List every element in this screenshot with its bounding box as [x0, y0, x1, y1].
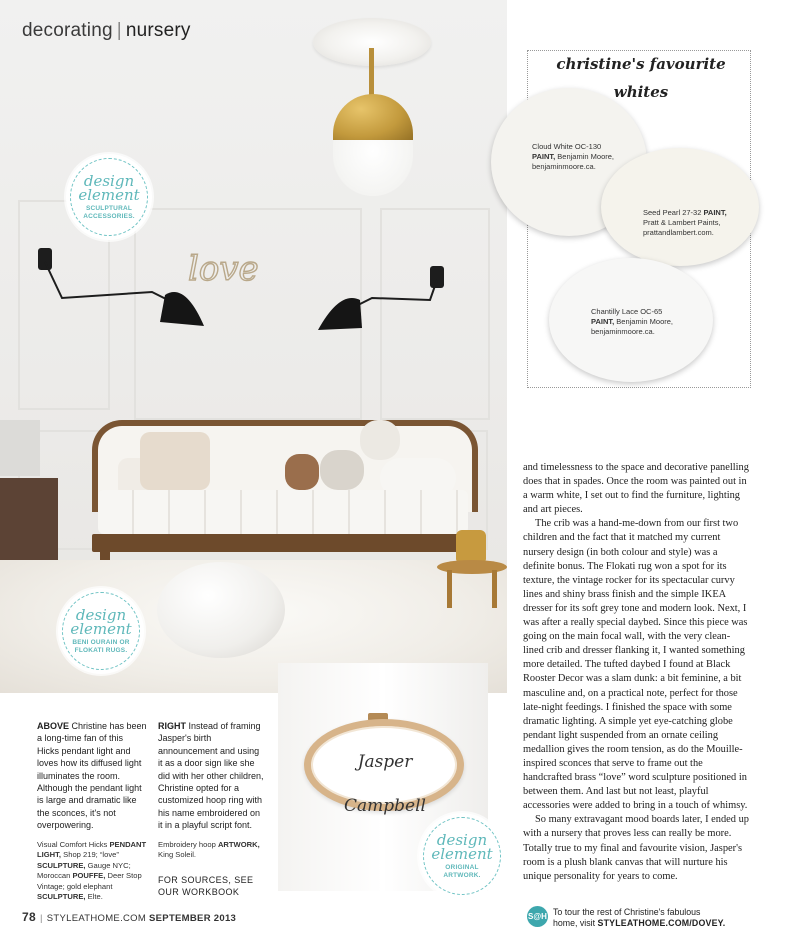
sconce-shade-right	[318, 298, 362, 330]
section-name: decorating	[22, 20, 113, 41]
caption-body: Instead of framing Jasper's birth announcement and using it as a door sign like she did with her other children, Christine opted for a customized hoop ring with his name embroidered on it in a playful script font.	[158, 721, 264, 831]
swatch-name: Seed Pearl 27-32	[643, 208, 702, 217]
credit-text: Shop 219; “love”	[61, 850, 119, 860]
caption-right	[158, 720, 266, 861]
swatch-name: Cloud White OC-130	[532, 142, 602, 151]
design-element-badge	[419, 813, 505, 899]
badge-subtitle: ORIGINAL ARTWORK.	[443, 863, 481, 879]
page-number: 78	[22, 910, 36, 924]
tour-note	[553, 907, 725, 928]
badge-title: element	[70, 619, 132, 638]
credit-text: Visual Comfort Hicks	[37, 839, 110, 849]
swatch-brand: Benjamin Moore,	[557, 152, 614, 161]
credit-bold: PENDANT LIGHT,	[37, 839, 147, 860]
credit-text: King Soleil.	[158, 850, 196, 860]
favourite-whites-title: christine's favourite whites	[556, 55, 726, 101]
stuffed-toy	[320, 450, 364, 490]
section-topic: nursery	[125, 20, 191, 41]
sconce-mount-left	[38, 248, 52, 270]
swatch-type: PAINT,	[703, 208, 727, 217]
badge-subtitle: SCULPTURAL ACCESSORIES.	[83, 204, 135, 220]
page-folio	[22, 910, 236, 924]
hoop-embroidered-name	[314, 740, 456, 828]
swatch-site: prattandlambert.com.	[643, 228, 714, 237]
caption-above-credit	[37, 840, 147, 903]
badge-title: element	[431, 844, 493, 863]
swatch-site: benjaminmoore.ca.	[532, 162, 596, 171]
changing-basket	[0, 420, 40, 476]
credit-bold: SCULPTURE,	[37, 860, 86, 870]
article-body	[523, 461, 749, 884]
swatch-label	[643, 208, 753, 238]
badge-title: design	[436, 830, 488, 849]
folio-divider: |	[39, 913, 43, 924]
sconce-mount-right	[430, 266, 444, 288]
swatch-type: PAINT,	[532, 152, 556, 161]
gold-elephant-sculpture	[456, 530, 486, 562]
badge-title: design	[83, 171, 135, 190]
credit-bold: SCULPTURE,	[37, 892, 86, 902]
credit-text: Gauge NYC; Moroccan	[37, 860, 131, 881]
credit-bold: POUFFE,	[72, 871, 106, 881]
caption-above	[37, 720, 147, 903]
tour-line-2	[553, 918, 725, 929]
swatch-brand: Benjamin Moore,	[616, 317, 673, 326]
swatch-seed-pearl	[601, 148, 759, 266]
sources-line: FOR SOURCES, SEE	[158, 875, 254, 885]
teddy-bear	[285, 454, 319, 490]
folio-issue: SEPTEMBER 2013	[149, 913, 237, 924]
swatch-brand: Pratt & Lambert Paints,	[643, 218, 721, 227]
sources-note	[158, 875, 253, 898]
sources-line: OUR WORKBOOK	[158, 886, 240, 897]
caption-lead: ABOVE	[37, 721, 70, 731]
badge-title: design	[75, 605, 127, 624]
caption-lead: RIGHT	[158, 721, 186, 731]
design-element-badge	[66, 154, 152, 240]
swatch-label	[591, 307, 701, 337]
body-paragraph: So many extravagant mood boards later, I ended up with a nursery that proves less can really be more. Totally true to my final and favourite vision, Jasper's room is a plush blank canvas that will nurture his unique personality for years to come.	[523, 814, 749, 882]
caption-body: Christine has been a long-time fan of this Hicks pendant light and loves how its diffused light illuminates the room. Although the pendant light is large and dramatic like the sconces, it's not overpowering.	[37, 721, 147, 831]
credit-text: Deer Stop Vintage; gold elephant	[37, 871, 142, 891]
moroccan-pouffe	[157, 562, 285, 658]
sconce-shade-left	[160, 292, 204, 326]
hoop-last-name: Campbell	[344, 796, 426, 816]
design-element-badge	[58, 588, 144, 674]
body-paragraph: and timelessness to the space and decorative panelling does that in spades. Once the room was painted out in a warm white, I set out to find the furniture, lighting and art pieces.	[523, 462, 749, 516]
credit-bold: ARTWORK,	[217, 839, 260, 849]
side-table-legs	[447, 570, 497, 608]
swatch-type: PAINT,	[591, 317, 615, 326]
badge-subtitle: BENI OURAIN OR FLOKATI RUGS.	[72, 638, 130, 654]
header-divider: |	[116, 20, 122, 41]
tour-text: home, visit	[553, 917, 598, 928]
credit-text: Elte.	[85, 892, 103, 902]
tour-line: To tour the rest of Christine's fabulous	[553, 907, 701, 917]
pillow	[140, 432, 210, 490]
body-paragraph: The crib was a hand-me-down from our first two children and the fact that it matched my current nursery design (in both colour and style) was a definite bonus. The Flokati rug won a spot for its texture, the vintage rocker for its spectacular curvy lines and shiny brass finish and the simple IKEA dresser for its soft grey tone and modern look. Next, I was after a really special daybed. Since this piece was going on the main focal wall, with the very clean-lined crib and dresser flanking it, I wanted something more detailed. The tufted daybed I found at Black Rooster Decor was a slam dunk: a bit feminine, a bit masculine and, on a practical note, perfect for those late-night feedings. I finished the space with some dramatic lighting. A simple yet eye-catching globe pendant light suspended from an ornate ceiling medallion gives the room tension, as do the Mouille-inspired sconces that serve to frame out the handcrafted brass “love” word sculpture positioned in between them. And last but not least, playful accessories were added to bring in a touch of whimsy.	[523, 518, 748, 812]
daybed-base	[92, 534, 478, 552]
caption-right-credit	[158, 840, 266, 861]
caption-right-text	[158, 720, 266, 832]
section-header	[22, 20, 191, 42]
swatch-source	[532, 152, 632, 162]
tour-link[interactable]: STYLEATHOME.COM/DOVEY.	[597, 917, 726, 928]
credit-text: Embroidery hoop	[158, 839, 218, 849]
sah-logo-icon: S@H	[527, 906, 548, 927]
folio-site: STYLEATHOME.COM	[46, 913, 147, 924]
hoop-first-name: Jasper	[357, 752, 413, 772]
swatch-name: Chantilly Lace OC-65	[591, 307, 663, 316]
daybed-cushion	[98, 490, 468, 534]
swatch-source	[643, 208, 753, 218]
stuffed-toy	[360, 420, 400, 460]
love-sign: love	[188, 249, 259, 289]
swatch-site: benjaminmoore.ca.	[591, 327, 655, 336]
swatch-source	[591, 317, 701, 327]
swatch-label	[532, 142, 632, 172]
badge-title: element	[78, 185, 140, 204]
caption-above-text	[37, 720, 147, 832]
nursery-photo	[0, 0, 507, 693]
